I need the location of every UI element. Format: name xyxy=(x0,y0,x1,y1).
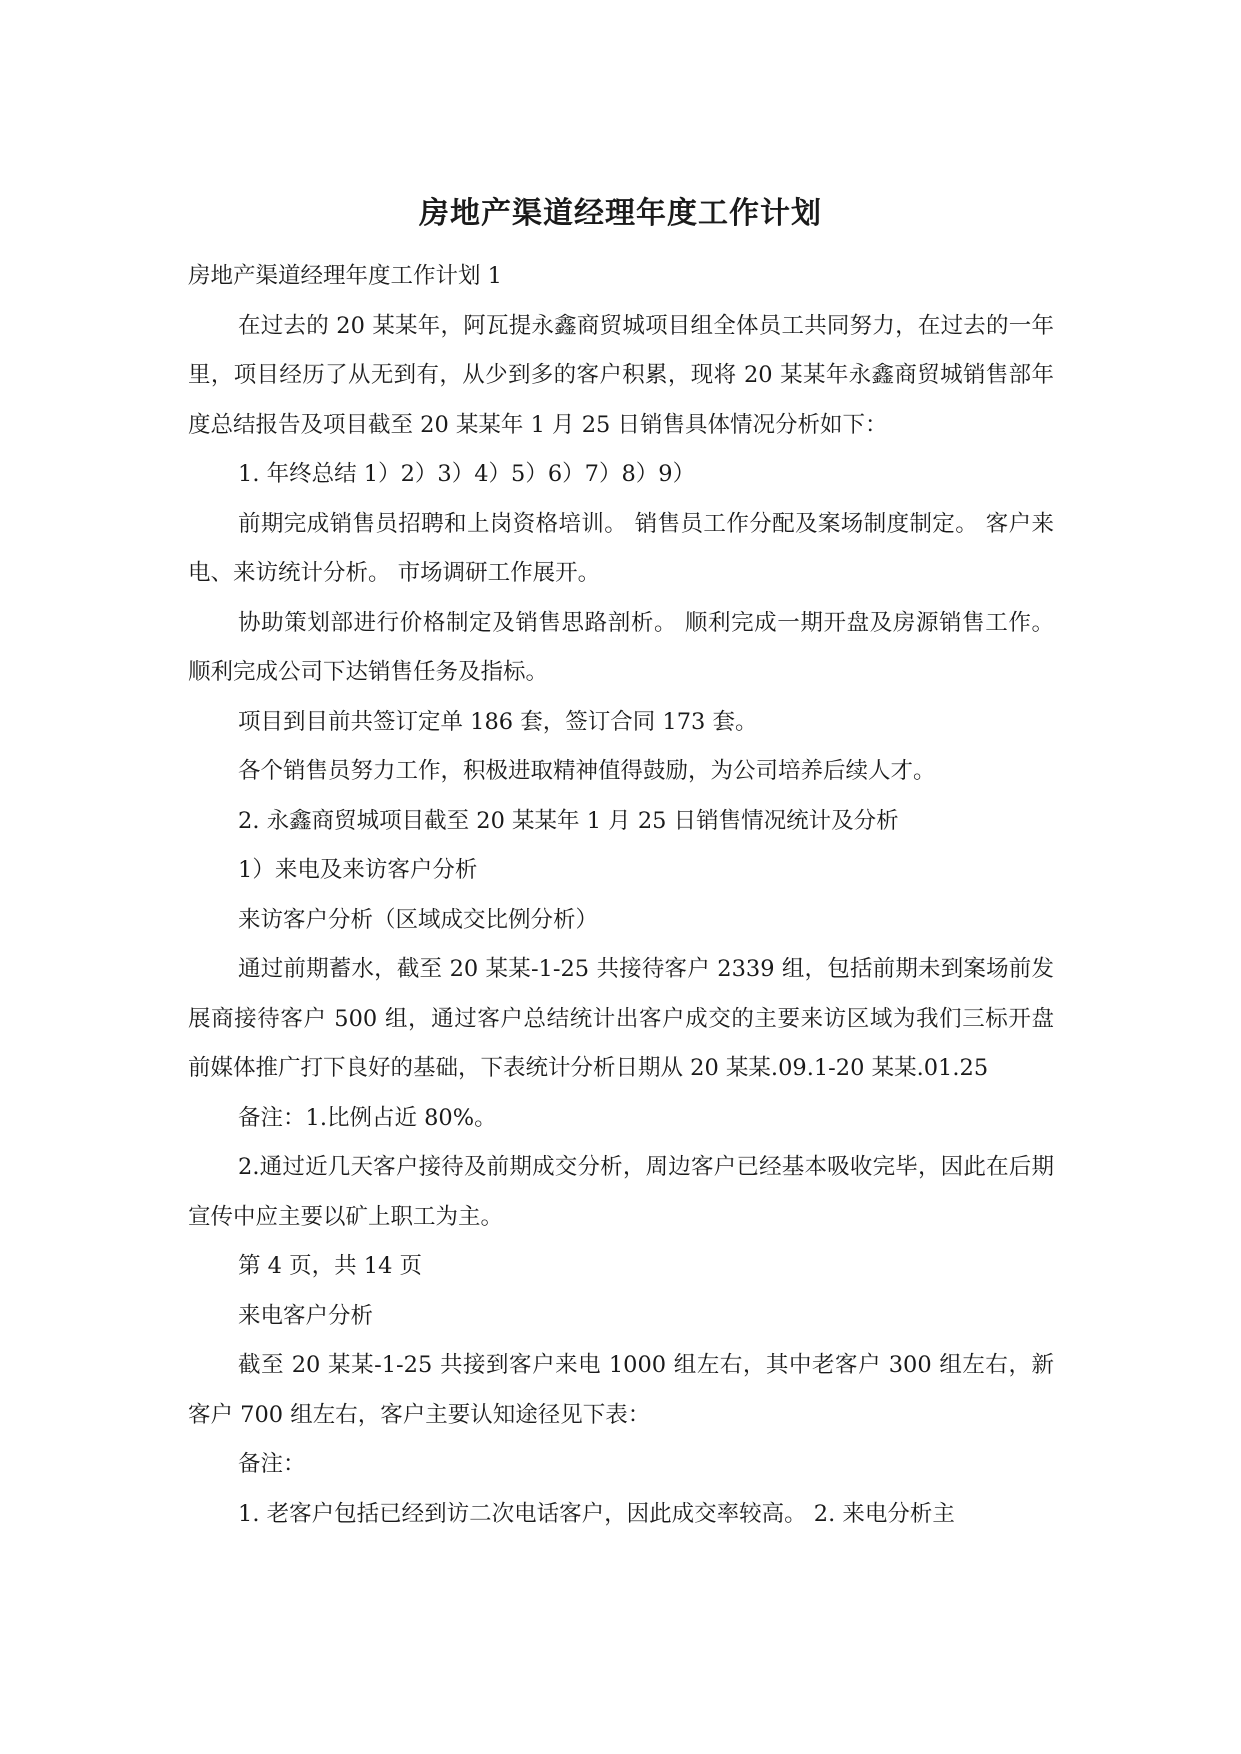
paragraph: 在过去的 20 某某年，阿瓦提永鑫商贸城项目组全体员工共同努力，在过去的一年里，项目经历了从无到有，从少到多的客户积累，现将 20 某某年永鑫商贸城销售部年度总结报告及项目截至 20 某某年 1 月 25 日销售具体情况分析如下： xyxy=(188,312,1054,438)
paragraph: 1）来电及来访客户分析 xyxy=(238,857,478,883)
paragraph: 项目到目前共签订定单 186 套，签订合同 173 套。 xyxy=(238,708,758,735)
paragraph: 房地产渠道经理年度工作计划 1 xyxy=(188,263,502,289)
paragraph: 通过前期蓄水，截至 20 某某-1-25 共接待客户 2339 组，包括前期未到案场前发展商接待客户 500 组，通过客户总结统计出客户成交的主要来访区域为我们三标开盘前媒体推广打下良好的基础，下表统计分析日期从 20 某某.09.1-20 某某.01.25 xyxy=(188,956,1054,1081)
paragraph: 2. 永鑫商贸城项目截至 20 某某年 1 月 25 日销售情况统计及分析 xyxy=(238,807,899,834)
paragraph: 2.通过近几天客户接待及前期成交分析，周边客户已经基本吸收完毕，因此在后期宣传中应主要以矿上职工为主。 xyxy=(188,1154,1054,1230)
paragraph: 截至 20 某某-1-25 共接到客户来电 1000 组左右，其中老客户 300 组左右，新客户 700 组左右，客户主要认知途径见下表： xyxy=(188,1352,1054,1428)
paragraph: 前期完成销售员招聘和上岗资格培训。 销售员工作分配及案场制度制定。 客户来电、来访统计分析。 市场调研工作展开。 xyxy=(188,510,1054,586)
paragraph: 来访客户分析（区域成交比例分析） xyxy=(238,906,599,933)
paragraph: 第 4 页，共 14 页 xyxy=(238,1253,423,1279)
paragraph: 协助策划部进行价格制定及销售思路剖析。 顺利完成一期开盘及房源销售工作。 顺利完成公司下达销售任务及指标。 xyxy=(188,609,1054,685)
paragraph: 备注： xyxy=(238,1451,306,1477)
document-body xyxy=(188,252,1054,1539)
paragraph: 来电客户分析 xyxy=(238,1302,374,1329)
document-title: 房地产渠道经理年度工作计划 xyxy=(419,196,822,231)
paragraph: 1. 老客户包括已经到访二次电话客户，因此成交率较高。 2. 来电分析主 xyxy=(238,1500,955,1527)
paragraph: 备注：1.比例占近 80%。 xyxy=(238,1104,497,1131)
paragraph: 各个销售员努力工作，积极进取精神值得鼓励，为公司培养后续人才。 xyxy=(238,758,936,784)
paragraph: 1. 年终总结 1）2）3）4）5）6）7）8）9） xyxy=(238,461,696,487)
